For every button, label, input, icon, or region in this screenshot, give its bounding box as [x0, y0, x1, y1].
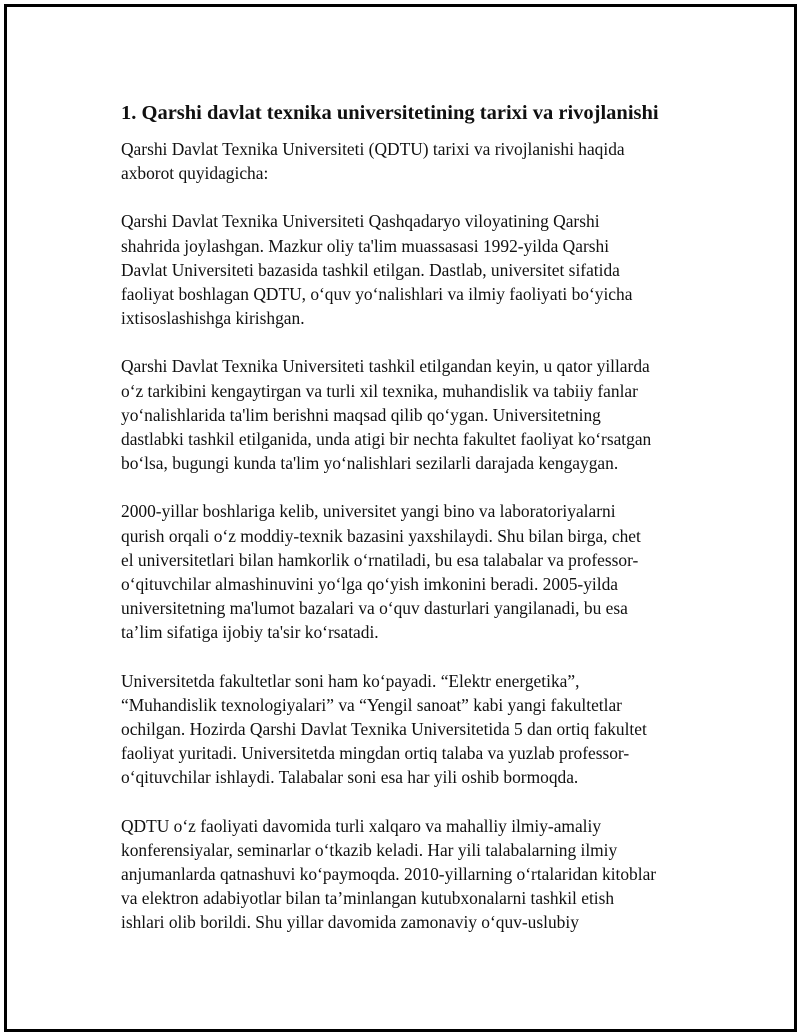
paragraph-line: oʻqituvchilar almashinuvini yoʻlga qoʻyish imkonini beradi. 2005-yilda	[121, 574, 618, 595]
paragraph-line: qurish orqali oʻz moddiy-texnik bazasini yaxshilaydi. Shu bilan birga, chet	[121, 525, 641, 546]
paragraph-expansion	[121, 354, 701, 475]
paragraph-line: dastlabki tashkil etilganida, unda atigi bir nechta fakultet faoliyat koʻrsatgan	[121, 429, 652, 450]
paragraph-location	[121, 209, 701, 330]
paragraph-line: Davlat Universiteti bazasida tashkil etilgan. Dastlab, universitet sifatida	[121, 259, 620, 280]
paragraph-line: ta’lim sifatiga ijobiy ta'sir koʻrsatadi.	[121, 622, 379, 643]
paragraph-line: oʻz tarkibini kengaytirgan va turli xil texnika, muhandislik va tabiiy fanlar	[121, 380, 638, 401]
paragraph-line: QDTU oʻz faoliyati davomida turli xalqaro va mahalliy ilmiy-amaliy	[121, 815, 602, 836]
document-body	[121, 99, 701, 959]
paragraph-faculties	[121, 669, 701, 790]
paragraph-line: faoliyat yuritadi. Universitetda mingdan ortiq talaba va yuzlab professor-	[121, 743, 630, 764]
paragraph-line: axborot quyidagicha:	[121, 163, 269, 184]
paragraph-line: Qarshi Davlat Texnika Universiteti Qashqadaryo viloyatining Qarshi	[121, 211, 600, 232]
paragraph-2000s	[121, 499, 701, 644]
paragraph-intro	[121, 137, 701, 185]
paragraph-line: universitetning ma'lumot bazalari va oʻquv dasturlari yangilanadi, bu esa	[121, 598, 628, 619]
paragraph-line: anjumanlarda qatnashuvi koʻpaymoqda. 2010-yillarning oʻrtalaridan kitoblar	[121, 864, 657, 885]
paragraph-line: yoʻnalishlarida ta'lim berishni maqsad qilib qoʻygan. Universitetning	[121, 404, 601, 425]
paragraph-line: “Muhandislik texnologiyalari” va “Yengil sanoat” kabi yangi fakultetlar	[121, 694, 622, 715]
paragraph-line: ishlari olib borildi. Shu yillar davomida zamonaviy oʻquv-uslubiy	[121, 912, 579, 933]
paragraph-line: el universitetlari bilan hamkorlik oʻrnatiladi, bu esa talabalar va professor-	[121, 549, 639, 570]
paragraph-line: ochilgan. Hozirda Qarshi Davlat Texnika Universitetida 5 dan ortiq fakultet	[121, 719, 647, 740]
paragraph-line: va elektron adabiyotlar bilan ta’minlangan kutubxonalarni tashkil etish	[121, 888, 615, 909]
paragraph-line: oʻqituvchilar ishlaydi. Talabalar soni esa har yili oshib bormoqda.	[121, 767, 579, 788]
paragraph-line: faoliyat boshlagan QDTU, oʻquv yoʻnalishlari va ilmiy faoliyati boʻyicha	[121, 284, 633, 305]
paragraph-conferences	[121, 814, 701, 935]
paragraph-line: Qarshi Davlat Texnika Universiteti (QDTU) tarixi va rivojlanishi haqida	[121, 139, 625, 159]
paragraph-line: shahrida joylashgan. Mazkur oliy ta'lim muassasasi 1992-yilda Qarshi	[121, 235, 610, 256]
paragraph-line: ixtisoslashishga kirishgan.	[121, 308, 305, 329]
paragraph-line: boʻlsa, bugungi kunda ta'lim yoʻnalishlari sezilarli darajada kengaygan.	[121, 453, 619, 474]
paragraph-line: Universitetda fakultetlar soni ham koʻpayadi. “Elektr energetika”,	[121, 670, 580, 691]
paragraph-line: 2000-yillar boshlariga kelib, universitet yangi bino va laboratoriyalarni	[121, 501, 616, 522]
paragraph-line: konferensiyalar, seminarlar oʻtkazib keladi. Har yili talabalarning ilmiy	[121, 839, 618, 860]
page-frame	[4, 4, 797, 1032]
paragraph-line: Qarshi Davlat Texnika Universiteti tashkil etilgandan keyin, u qator yillarda	[121, 356, 650, 377]
document-title: 1. Qarshi davlat texnika universitetining tarixi va rivojlanishi	[121, 102, 659, 124]
